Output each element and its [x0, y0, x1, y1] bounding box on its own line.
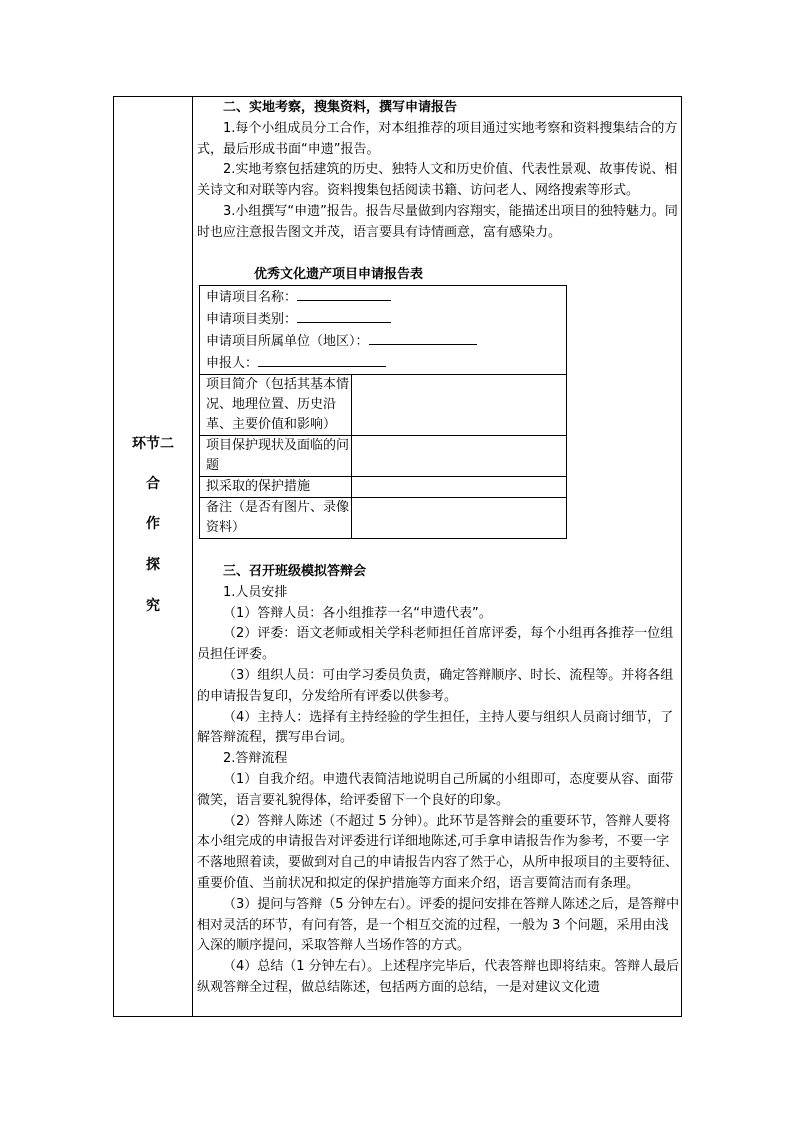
section3-sub1-item-2: （2）评委：语文老师或相关学科老师担任首席评委，每个小组再各推荐一位组员担任评委。	[197, 626, 674, 663]
section2-item-3: 3.小组撰写“申遗”报告。报告尽量做到内容翔实，能描述出项目的独特魅力。同时也应注意报告图文并茂，语言要具有诗情画意，富有感染力。	[197, 203, 678, 240]
section3-sub1-item-4: （4）主持人：选择有主持经验的学生担任，主持人要与组织人员商讨细节，了解答辩流程，撰写串台词。	[197, 709, 674, 746]
form-field-applicant: 申报人：	[206, 352, 566, 374]
section3-sub2-item-3: （3）提问与答辩（5 分钟左右）。评委的提问安排在答辩人陈述之后，是答辩中相对灵活的环节，有问有答，是一个相互交流的过程，一般为 3 个问题，采用由浅入深的顺序提问，采取答辩人当场作答的方式。	[197, 896, 680, 954]
section3-sub1: 1.人员安排	[223, 584, 288, 600]
report-form-title: 优秀文化遗产项目申请报告表	[254, 267, 424, 282]
report-form-table	[199, 285, 567, 539]
form-row-status-value	[352, 436, 567, 477]
section2	[197, 98, 680, 244]
form-field-unit: 申请项目所属单位（地区）：	[206, 330, 566, 352]
form-row-intro: 项目简介（包括其基本情况、地理位置、历史沿革、主要价值和影响）	[200, 375, 352, 436]
stage-char-4: 究	[146, 598, 160, 614]
form-row-notes: 备注（是否有图片、录像资料）	[200, 498, 352, 539]
form-row-measures-value	[352, 477, 567, 498]
section2-item-2: 2.实地考察包括建筑的历史、独特人文和历史价值、代表性景观、故事传说、相关诗文和对联等内容。资料搜集包括阅读书籍、访问老人、网络搜索等形式。	[197, 162, 678, 199]
section3-sub1-item-3: （3）组织人员：可由学习委员负责，确定答辩顺序、时长、流程等。并将各组的申请报告复印，分发给所有评委以供参考。	[197, 667, 674, 704]
section3-sub2-item-2: （2）答辩人陈述（不超过 5 分钟）。此环节是答辩会的重要环节，答辩人要将本小组完成的申请报告对评委进行详细地陈述,可手拿申请报告作为参考，不要一字不落地照着读，要做到对自己的申请报告内容了然于心，从所申报项目的主要特征、重要价值、当前状况和拟定的保护措施等方面来介绍，语言要简洁而有条理。	[197, 813, 679, 891]
form-field-name: 申请项目名称：	[206, 286, 566, 308]
form-row-status: 项目保护现状及面临的问题	[200, 436, 352, 477]
section3	[197, 562, 680, 999]
section3-sub2-item-4: （4）总结（1 分钟左右）。上述程序完毕后，代表答辩也即将结束。答辩人最后纵观答辩全过程，做总结陈述，包括两方面的总结，一是对建议文化遗	[197, 959, 680, 995]
section2-heading: 二、实地考察，搜集资料，撰写申请报告	[223, 100, 458, 115]
section3-sub2: 2.答辩流程	[223, 751, 288, 767]
column-divider	[192, 96, 193, 1017]
stage-label: 环节二	[132, 436, 174, 452]
form-field-category: 申请项目类别：	[206, 308, 566, 330]
form-row-measures: 拟采取的保护措施	[200, 477, 352, 498]
section2-item-1: 1.每个小组成员分工合作，对本组推荐的项目通过实地考察和资料搜集结合的方式，最后形成书面“申遗”报告。	[197, 120, 678, 157]
form-row-notes-value	[352, 498, 567, 539]
section3-heading: 三、召开班级模拟答辩会	[223, 564, 367, 579]
form-row-intro-value	[352, 375, 567, 436]
section3-sub1-item-1: （1）答辩人员：各小组推荐一名“申遗代表”。	[223, 605, 492, 621]
stage-char-1: 合	[146, 476, 160, 492]
stage-char-2: 作	[146, 516, 160, 532]
form-fields-cell	[200, 286, 567, 375]
section3-sub2-item-1: （1）自我介绍。申遗代表简洁地说明自己所属的小组即可，态度要从容、面带微笑，语言要礼貌得体，给评委留下一个良好的印象。	[197, 771, 674, 808]
stage-char-3: 探	[146, 557, 160, 573]
